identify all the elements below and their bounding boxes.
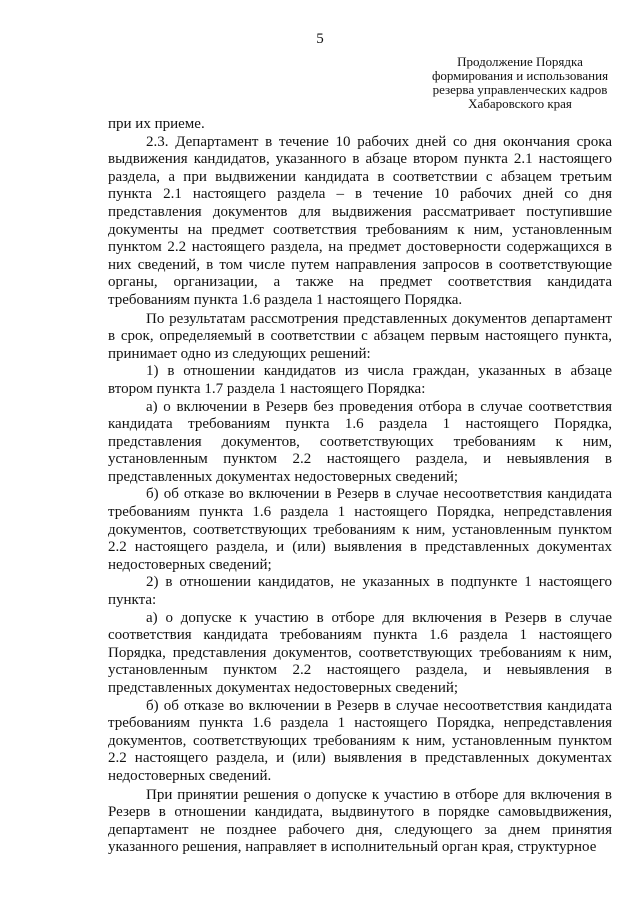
paragraph-item-2a: а) о допуске к участию в отборе для включения в Резерв в случае соответствия кандидата требованиям пункта 1.6 раздела 1 настоящего Порядка, представления документов, соответствующих требованиям к ним, установленным пунктом 2.2 настоящего раздела, и невыявления в представленных документах недостоверных сведений; [108,609,612,696]
paragraph-2-3: 2.3. Департамент в течение 10 рабочих дней со дня окончания срока выдвижения кандидатов, указанного в абзаце втором пункта 2.1 настоящего раздела, а при выдвижении кандидата в соответствии с абзацем третьим пункта 2.1 настоящего раздела – в течение 10 рабочих дней со дня представления документов для выдвижения рассматривает поступившие документы на предмет соответствия требованиям к ним, установленным пунктом 2.2 настоящего раздела, на предмет достоверности содержащихся в них сведений, в том числе путем направления запросов в соответствующие органы, организации, а также на предмет соответствия кандидата требованиям пункта 1.6 раздела 1 настоящего Порядка. [108,133,612,308]
document-body [108,116,612,857]
paragraph-item-2b: б) об отказе во включении в Резерв в случае несоответствия кандидата требованиям пункта 1.6 раздела 1 настоящего Порядка, непредставления документов, соответствующих требованиям к ним, установленным пунктом 2.2 настоящего раздела, и (или) выявления в представленных документах недостоверных сведений. [108,697,612,784]
paragraph-item-1b: б) об отказе во включении в Резерв в случае несоответствия кандидата требованиям пункта 1.6 раздела 1 настоящего Порядка, непредставления документов, соответствующих требованиям к ним, установленным пунктом 2.2 настоящего раздела, и (или) выявления в представленных документах недостоверных сведений; [108,486,612,573]
header-line: резерва управленческих кадров [432,82,608,97]
paragraph-admission-decision: При принятии решения о допуске к участию в отборе для включения в Резерв в отношении кандидата, выдвинутого в порядке самовыдвижения, департамент не позднее рабочего дня, следующего за днем принятия указанного решения, направляет в исполнительный орган края, структурное [108,786,612,856]
page-number: 5 [316,31,324,47]
paragraph-item-1a: а) о включении в Резерв без проведения отбора в случае соответствия кандидата требованиям пункта 1.6 раздела 1 настоящего Порядка, представления документов, соответствующих требованиям к ним, установленным пунктом 2.2 настоящего раздела, и невыявления в представленных документах недостоверных сведений; [108,398,612,485]
paragraph-item-2: 2) в отношении кандидатов, не указанных в подпункте 1 настоящего пункта: [108,574,612,609]
header-line: Хабаровского края [468,96,572,111]
paragraph-results: По результатам рассмотрения представленных документов департамент в срок, определяемый в соответствии с абзацем первым настоящего пункта, принимает одно из следующих решений: [108,310,612,362]
header-line: формирования и использования [431,68,609,83]
header-continuation-note [420,55,620,111]
paragraph-item-1: 1) в отношении кандидатов из числа граждан, указанных в абзаце втором пункта 1.7 раздела 1 настоящего Порядка: [108,363,612,397]
header-line: Продолжение Порядка [457,54,583,69]
paragraph-continuation: при их приеме. [108,116,205,132]
